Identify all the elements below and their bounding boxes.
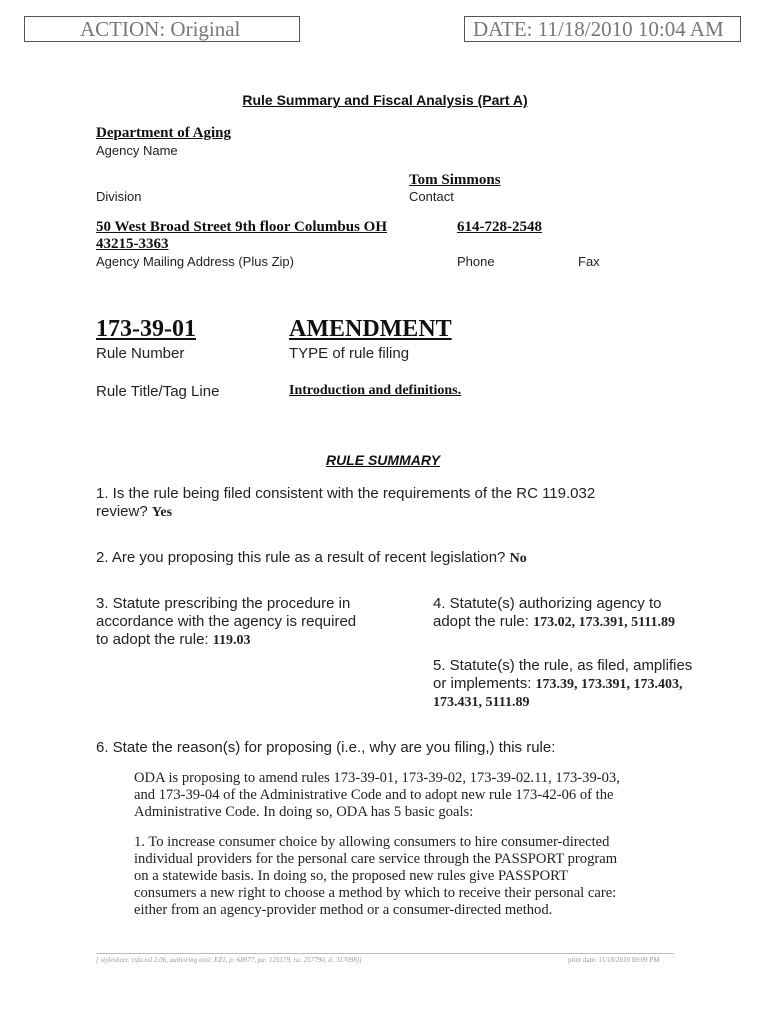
question-3-line3: to adopt the rule:	[96, 631, 209, 648]
question-1-line1: 1. Is the rule being filed consistent with the requirements of the RC 119.032	[96, 485, 596, 502]
reason-p1-line1: ODA is proposing to amend rules 173-39-01, 173-39-02, 173-39-02.11, 173-39-03,	[134, 770, 620, 786]
reason-paragraph-1	[134, 770, 754, 821]
rule-title-label: Rule Title/Tag Line	[96, 383, 220, 400]
question-2	[96, 549, 716, 568]
question-2-text: 2. Are you proposing this rule as a result of recent legislation?	[96, 549, 506, 566]
reason-p1-line2: and 173-39-04 of the Administrative Code and to adopt new rule 173-42-06 of the	[134, 787, 614, 803]
question-1-line2: review?	[96, 503, 148, 520]
agency-name-label: Agency Name	[96, 143, 178, 158]
address-line1: 50 West Broad Street 9th floor Columbus OH	[96, 219, 387, 235]
question-5-line1: 5. Statute(s) the rule, as filed, amplifies	[433, 657, 693, 674]
question-4	[433, 595, 743, 632]
rule-number-label: Rule Number	[96, 345, 185, 362]
question-6: 6. State the reason(s) for proposing (i.e., why are you filing,) this rule:	[96, 739, 556, 756]
footer-print-date: print date: 11/18/2010 09:09 PM	[568, 956, 660, 964]
question-4-answer: 173.02, 173.391, 5111.89	[533, 615, 676, 630]
phone-label: Phone	[457, 254, 495, 269]
question-5-line2: or implements:	[433, 675, 532, 692]
question-5-answer-b: 173.431, 5111.89	[433, 695, 530, 710]
question-4-line1: 4. Statute(s) authorizing agency to	[433, 595, 662, 612]
date-box	[464, 16, 741, 42]
footer-rule	[96, 953, 674, 954]
reason-p2-line2: individual providers for the personal care service through the PASSPORT program	[134, 851, 618, 867]
question-5	[433, 657, 753, 712]
question-5-answer-a: 173.39, 173.391, 173.403,	[535, 677, 683, 692]
question-3-answer: 119.03	[212, 633, 251, 648]
question-4-line2: adopt the rule:	[433, 613, 529, 630]
rule-number-value: 173-39-01	[96, 316, 196, 342]
question-3-line2: accordance with the agency is required	[96, 613, 357, 630]
address-line2: 43215-3363	[96, 236, 169, 252]
rule-type-value: AMENDMENT	[289, 316, 452, 342]
contact-value: Tom Simmons	[409, 172, 501, 188]
action-label: ACTION: Original	[80, 17, 241, 41]
footer-stylesheet-info: [ stylesheet: rsfa.xsl 2.06, authoring tool: EZ1, p: 68977, pa: 125179, ra: 257790, d: 317098)]	[96, 956, 362, 964]
division-label: Division	[96, 189, 142, 204]
question-1-answer: Yes	[151, 505, 173, 520]
question-2-answer: No	[509, 551, 527, 566]
reason-p2-line3: on a statewide basis. In doing so, the proposed new rules give PASSPORT	[134, 868, 568, 884]
reason-p2-line1: 1. To increase consumer choice by allowing consumers to hire consumer-directed	[134, 834, 610, 850]
reason-paragraph-2	[134, 834, 754, 919]
date-label: DATE: 11/18/2010 10:04 AM	[473, 17, 724, 41]
reason-p2-line5: either from an agency-provider method or a consumer-directed method.	[134, 902, 553, 918]
question-3-line1: 3. Statute prescribing the procedure in	[96, 595, 351, 612]
agency-name-value: Department of Aging	[96, 125, 231, 141]
phone-value: 614-728-2548	[457, 219, 542, 235]
rule-type-label: TYPE of rule filing	[289, 345, 410, 362]
reason-p2-line4: consumers a new right to choose a method by which to receive their personal care:	[134, 885, 617, 901]
reason-p1-line3: Administrative Code. In doing so, ODA has 5 basic goals:	[134, 804, 474, 820]
rule-summary-heading: RULE SUMMARY	[325, 452, 441, 468]
rule-title-value: Introduction and definitions.	[289, 383, 462, 398]
fax-label: Fax	[578, 254, 600, 269]
address-label: Agency Mailing Address (Plus Zip)	[96, 254, 294, 269]
question-3	[96, 595, 416, 650]
contact-label: Contact	[409, 189, 454, 204]
action-box	[24, 16, 300, 42]
question-1	[96, 485, 696, 522]
page-title: Rule Summary and Fiscal Analysis (Part A)	[242, 92, 528, 108]
